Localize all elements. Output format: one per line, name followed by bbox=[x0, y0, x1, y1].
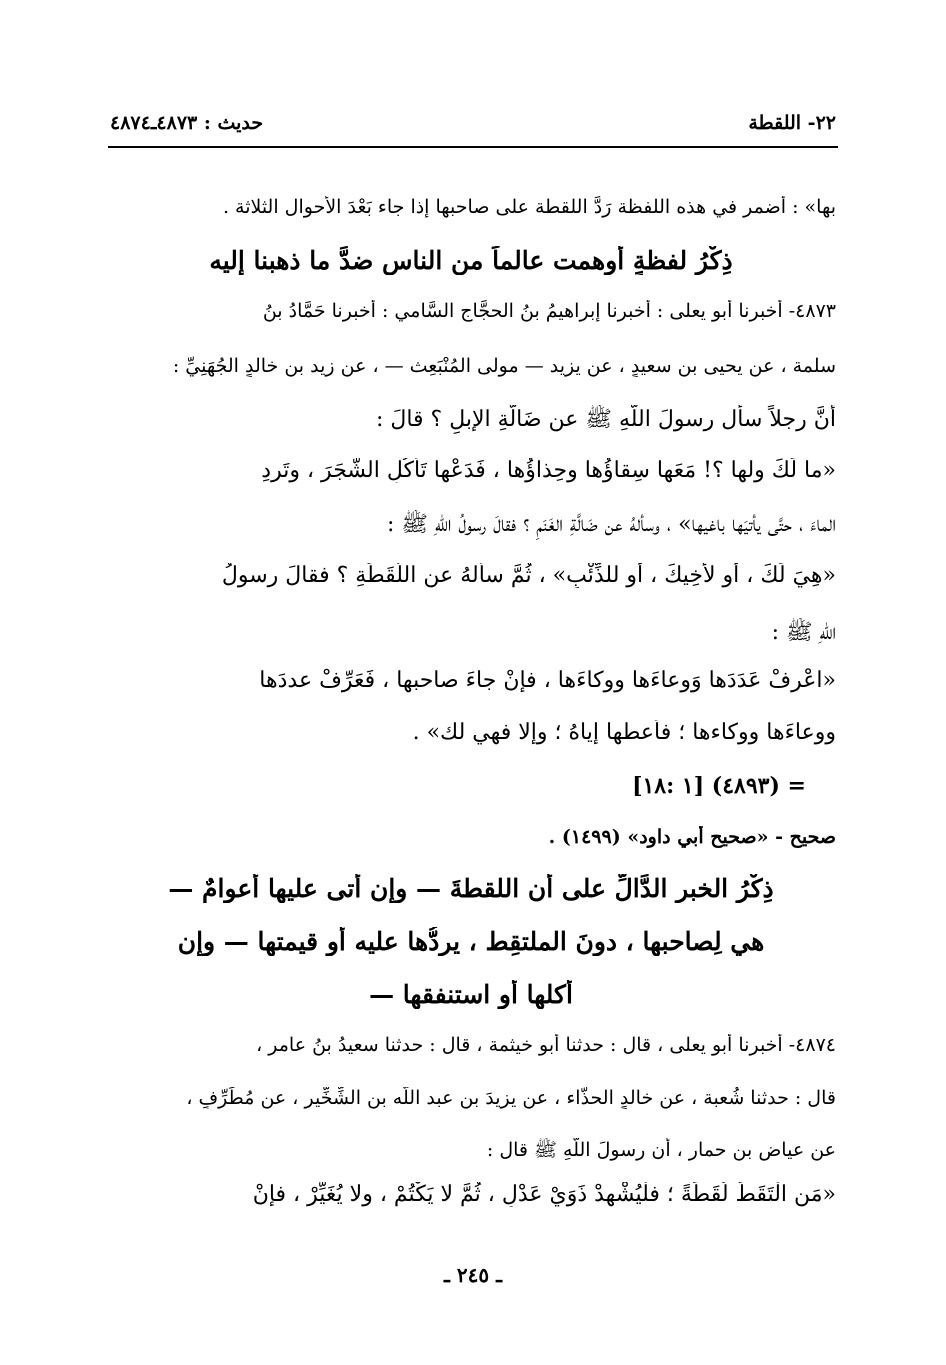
chapter-title: ٢٢- اللقطة bbox=[748, 112, 836, 134]
grading-note: صحيح - «صحيح أبي داود» (١٤٩٩) . bbox=[548, 826, 836, 848]
hadith-isnad-line: عن عياض بن حمار ، أن رسولَ اللّهِ ﷺ قال : bbox=[486, 1139, 836, 1161]
hadith-text-line: «اعْرِفْ عَدَدَها وَوِعاءَها ووكاءَها ، فإنْ جاءَ صاحبها ، فَعَرِّفْ عددَها bbox=[259, 668, 836, 693]
running-header bbox=[110, 112, 836, 142]
hadith-text-line: «ما لَكَ ولها ؟! مَعَها سِقاؤُها وحِذاؤُها ، فَدَعْها تَأْكُلِ الشَّجَرَ ، وتَرِدِ bbox=[261, 458, 836, 483]
section-heading: أكلها أو استنفقها — bbox=[369, 980, 573, 1009]
hadith-isnad-line: ٤٨٧٤- أخبرنا أبو يعلى ، قال : حدثنا أبو خيثمة ، قال : حدثنا سعيدُ بنُ عامر ، bbox=[256, 1034, 836, 1056]
hadith-isnad-line: سلمة ، عن يحيى بن سعيدٍ ، عن يزيد — مولى المُنْبَعِث — ، عن زيد بن خالدٍ الجُهَنِيِّ : bbox=[172, 355, 836, 377]
text-line: بها» : أضمر في هذه اللفظة رَدَّ اللقطة على صاحبها إذا جاء بَعْدَ الأَحوال الثلاثة . bbox=[222, 196, 836, 218]
hadith-text-line: اللّهِ ﷺ : bbox=[771, 620, 836, 645]
hadith-isnad-line: قال : حدثنا شُعبة ، عن خالدٍ الحذَّاء ، عن يزيدَ بنِ عبد اللّه بن الشِّخِّير ، عن مُطَرِّفٍ ، bbox=[186, 1087, 836, 1109]
hadith-text-line: «هِيَ لَكَ ، أو لأَخِيكَ ، أو للذِّئْبِ» ، ثُمَّ سألهُ عن اللُّقَطَةِ ؟ فقالَ رسولُ bbox=[221, 563, 836, 588]
cross-reference: = (٤٨٩٣) [١ :١٨] bbox=[632, 773, 806, 799]
header-rule bbox=[108, 146, 838, 148]
hadith-text-line: أنَّ رجلاً سأل رسولَ اللّهِ ﷺ عن ضَالَّةِ الإبلِ ؟ قالَ : bbox=[375, 407, 836, 432]
section-heading: ذِكْرُ الخبرِ الدَّالِّ على أن اللقطةَ — وإن أتى عليها أعوامٌ — bbox=[168, 874, 774, 903]
hadith-text-line: «مَنِ الْتَقَطَ لُقَطَةً ؛ فلْيُشْهِدْ ذَوَيْ عَدْلٍ ، ثُمَّ لا يَكْتُمْ ، ولا يُغَيِّرْ ، فإنْ bbox=[252, 1182, 836, 1207]
hadith-text-line: الماءَ ، حتَّى يأتيَها باغيها» ، وسألهُ عن ضَالَّةِ الغَنَمِ ؟ فقالَ رسولُ اللّهِ ﷺ : bbox=[386, 512, 836, 537]
section-heading: هي لِصاحبها ، دونَ الملتقِط ، يردُّها عليه أو قيمتها — وإن bbox=[177, 927, 765, 956]
hadith-isnad-line: ٤٨٧٣- أخبرنا أبو يعلى : أخبرنا إبراهيمُ بنُ الحجَّاج السَّامي : أخبرنا حَمَّادُ بنُ bbox=[262, 300, 836, 322]
hadith-text-line: ووعاءَها ووكاءها ؛ فأعطها إياهُ ؛ وإلا فهي لك» . bbox=[412, 720, 836, 745]
hadith-range: حديث : ٤٨٧٣ـ٤٨٧٤ bbox=[110, 112, 264, 134]
section-heading: ذِكْرُ لفظةٍ أوهمت عالماً من الناس ضدَّ ما ذهبنا إليه bbox=[209, 246, 733, 275]
page-number: ـ ٢٤٥ ـ bbox=[444, 1263, 502, 1287]
